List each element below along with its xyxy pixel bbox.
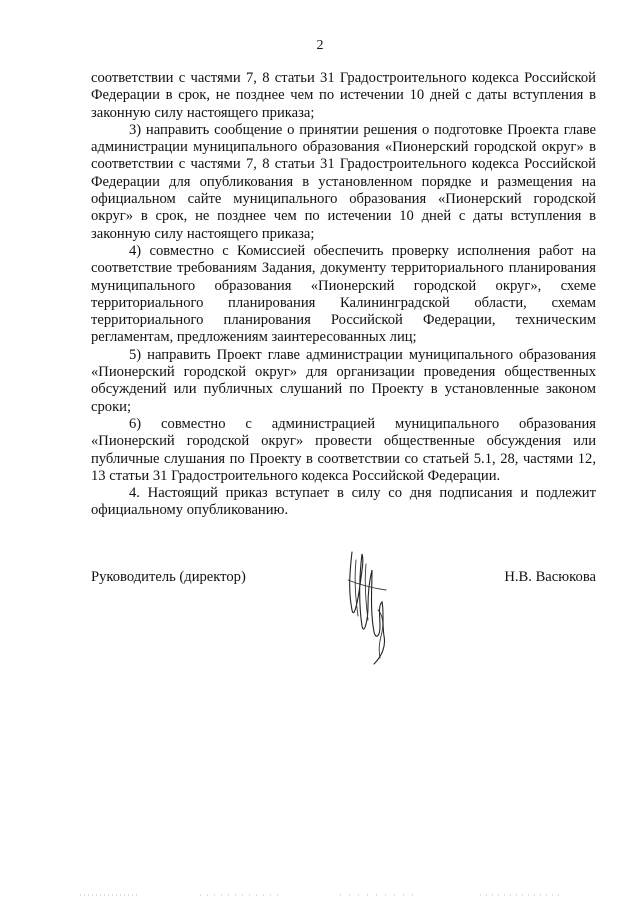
- paragraph-continuation: соответствии с частями 7, 8 статьи 31 Градостроительного кодекса Российской Федерации в срок, не позднее чем по истечении 10 дней с даты вступления в законную силу настоящего приказа;: [91, 70, 596, 121]
- paragraph-item-6: 6) совместно с администрацией муниципального образования «Пионерский городской округ» провести общественные обсуждения или публичные слушания по Проекту в соответствии со статьей 5.1, 28, частями 12, 13 статьи 31 Градостроительного кодекса Российской Федерации.: [91, 415, 596, 484]
- paragraph-item-5: 5) направить Проект главе администрации муниципального образования «Пионерский городской округ» для организации проведения общественных обсуждений или публичных слушаний по Проекту в установленные законом сроки;: [91, 346, 596, 415]
- scan-footer-marks: [80, 893, 560, 897]
- handwritten-signature: [338, 540, 398, 670]
- paragraph-clause-4: 4. Настоящий приказ вступает в силу со дня подписания и подлежит официальному опубликованию.: [91, 485, 596, 519]
- signer-name: Н.В. Васюкова: [504, 569, 596, 585]
- paragraph-item-4: 4) совместно с Комиссией обеспечить проверку исполнения работ на соответствие требованиям Задания, документу территориального планирования муниципального образования «Пионерский городской округ», схеме территориального планирования Калининградской области, схемам территориального планирования Российской Федерации, техническим регламентам, предложениям заинтересованных лиц;: [91, 242, 596, 346]
- page-number: 2: [316, 38, 324, 53]
- signer-title: Руководитель (директор): [91, 569, 246, 585]
- document-body: [91, 70, 596, 520]
- paragraph-item-3: 3) направить сообщение о принятии решения о подготовке Проекта главе администрации муниципального образования «Пионерский городской округ» в соответствии с частями 7, 8 статьи 31 Градостроительного кодекса Российской Федерации для опубликования в установленном порядке и размещения на официальном сайте муниципального образования «Пионерский городской округ» в срок, не позднее чем по истечении 10 дней с даты вступления в законную силу настоящего приказа;: [91, 121, 596, 242]
